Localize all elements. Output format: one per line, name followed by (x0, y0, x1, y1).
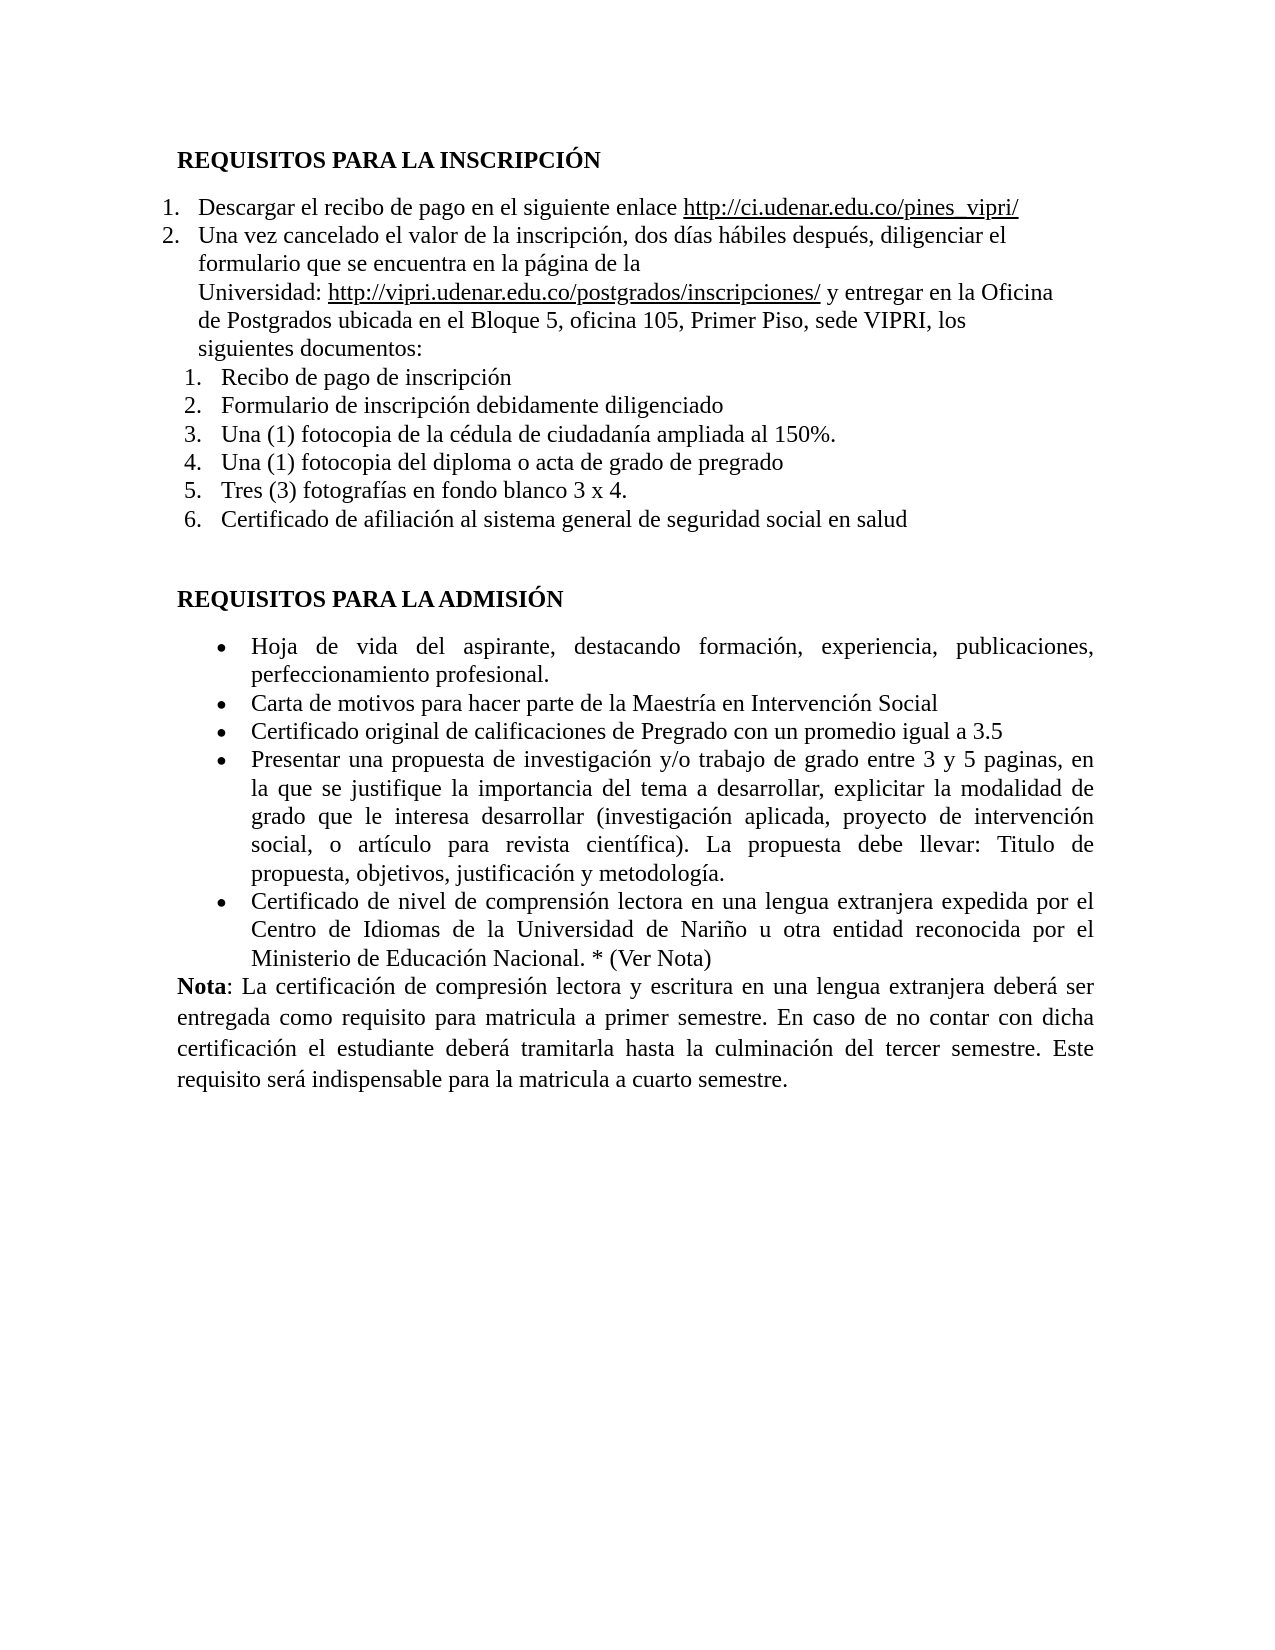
list-item (198, 194, 1019, 222)
item-text: y entregar en la Oficina (820, 280, 1054, 306)
bullet-line: social, o artículo para revista científica). La propuesta debe llevar: Titulo de (251, 832, 1094, 858)
note-paragraph-line: certificación el estudiante deberá tramitarla hasta la culminación del tercer semestre. Este (177, 1036, 1094, 1062)
document-item: Recibo de pago de inscripción (221, 365, 512, 391)
note-text: : La certificación de compresión lectora y escritura en una lengua extranjera deberá ser (226, 974, 1094, 1000)
heading-admision: REQUISITOS PARA LA ADMISIÓN (177, 587, 564, 613)
document-number: 2. (184, 393, 202, 419)
item-number: 1. (162, 195, 180, 221)
item-line (198, 279, 1053, 307)
bullet-line: la que se justifique la importancia del tema a desarrollar, explicitar la modalidad de (251, 776, 1094, 802)
item-line: siguientes documentos: (198, 336, 423, 362)
bullet-line: grado que le interesa desarrollar (investigación aplicada, proyecto de intervención (251, 804, 1094, 830)
bullet-line: Certificado de nivel de comprensión lectora en una lengua extranjera expedida por el (251, 889, 1094, 915)
pines-vipri-link[interactable]: http://ci.udenar.edu.co/pines_vipri/ (683, 195, 1019, 221)
document-item: Una (1) fotocopia del diploma o acta de grado de pregrado (221, 450, 784, 476)
bullet-line: Ministerio de Educación Nacional. * (Ver Nota) (251, 946, 712, 972)
note-label: Nota (177, 974, 227, 1000)
note-paragraph-line: requisito será indispensable para la matricula a cuarto semestre. (177, 1067, 789, 1093)
item-text: Descargar el recibo de pago en el siguiente enlace (198, 195, 684, 221)
note-paragraph-line (177, 973, 1094, 1001)
note-paragraph-line: entregada como requisito para matricula a primer semestre. En caso de no contar con dicha (177, 1005, 1094, 1031)
bullet-line: Centro de Idiomas de la Universidad de Nariño u otra entidad reconocida por el (251, 917, 1094, 943)
heading-inscripcion: REQUISITOS PARA LA INSCRIPCIÓN (177, 148, 601, 174)
document-number: 6. (184, 507, 202, 533)
document-item: Una (1) fotocopia de la cédula de ciudadanía ampliada al 150%. (221, 422, 837, 448)
item-line: formulario que se encuentra en la página de la (198, 251, 641, 277)
document-item: Formulario de inscripción debidamente diligenciado (221, 393, 724, 419)
item-line: Una vez cancelado el valor de la inscripción, dos días hábiles después, diligenciar el (198, 223, 1007, 249)
document-number: 3. (184, 422, 202, 448)
item-number: 2. (162, 223, 180, 249)
document-number: 1. (184, 365, 202, 391)
bullet-line: Carta de motivos para hacer parte de la Maestría en Intervención Social (251, 691, 939, 717)
item-text: Universidad: (198, 280, 328, 306)
document-number: 5. (184, 478, 202, 504)
bullet-icon: ● (216, 694, 227, 714)
bullet-line: Hoja de vida del aspirante, destacando formación, experiencia, publicaciones, (251, 634, 1094, 660)
document-number: 4. (184, 450, 202, 476)
item-line: de Postgrados ubicada en el Bloque 5, oficina 105, Primer Piso, sede VIPRI, los (198, 308, 967, 334)
bullet-icon: ● (216, 722, 227, 742)
bullet-icon: ● (216, 637, 227, 657)
document-item: Tres (3) fotografías en fondo blanco 3 x 4. (221, 478, 628, 504)
bullet-icon: ● (216, 892, 227, 912)
inscripciones-link[interactable]: http://vipri.udenar.edu.co/postgrados/inscripciones/ (327, 280, 821, 306)
bullet-line: propuesta, objetivos, justificación y metodología. (251, 861, 725, 887)
document-item: Certificado de afiliación al sistema general de seguridad social en salud (221, 507, 908, 533)
bullet-line: Certificado original de calificaciones de Pregrado con un promedio igual a 3.5 (251, 719, 1003, 745)
bullet-line: Presentar una propuesta de investigación y/o trabajo de grado entre 3 y 5 paginas, en (251, 747, 1094, 773)
bullet-line: perfeccionamiento profesional. (251, 662, 550, 688)
bullet-icon: ● (216, 750, 227, 770)
